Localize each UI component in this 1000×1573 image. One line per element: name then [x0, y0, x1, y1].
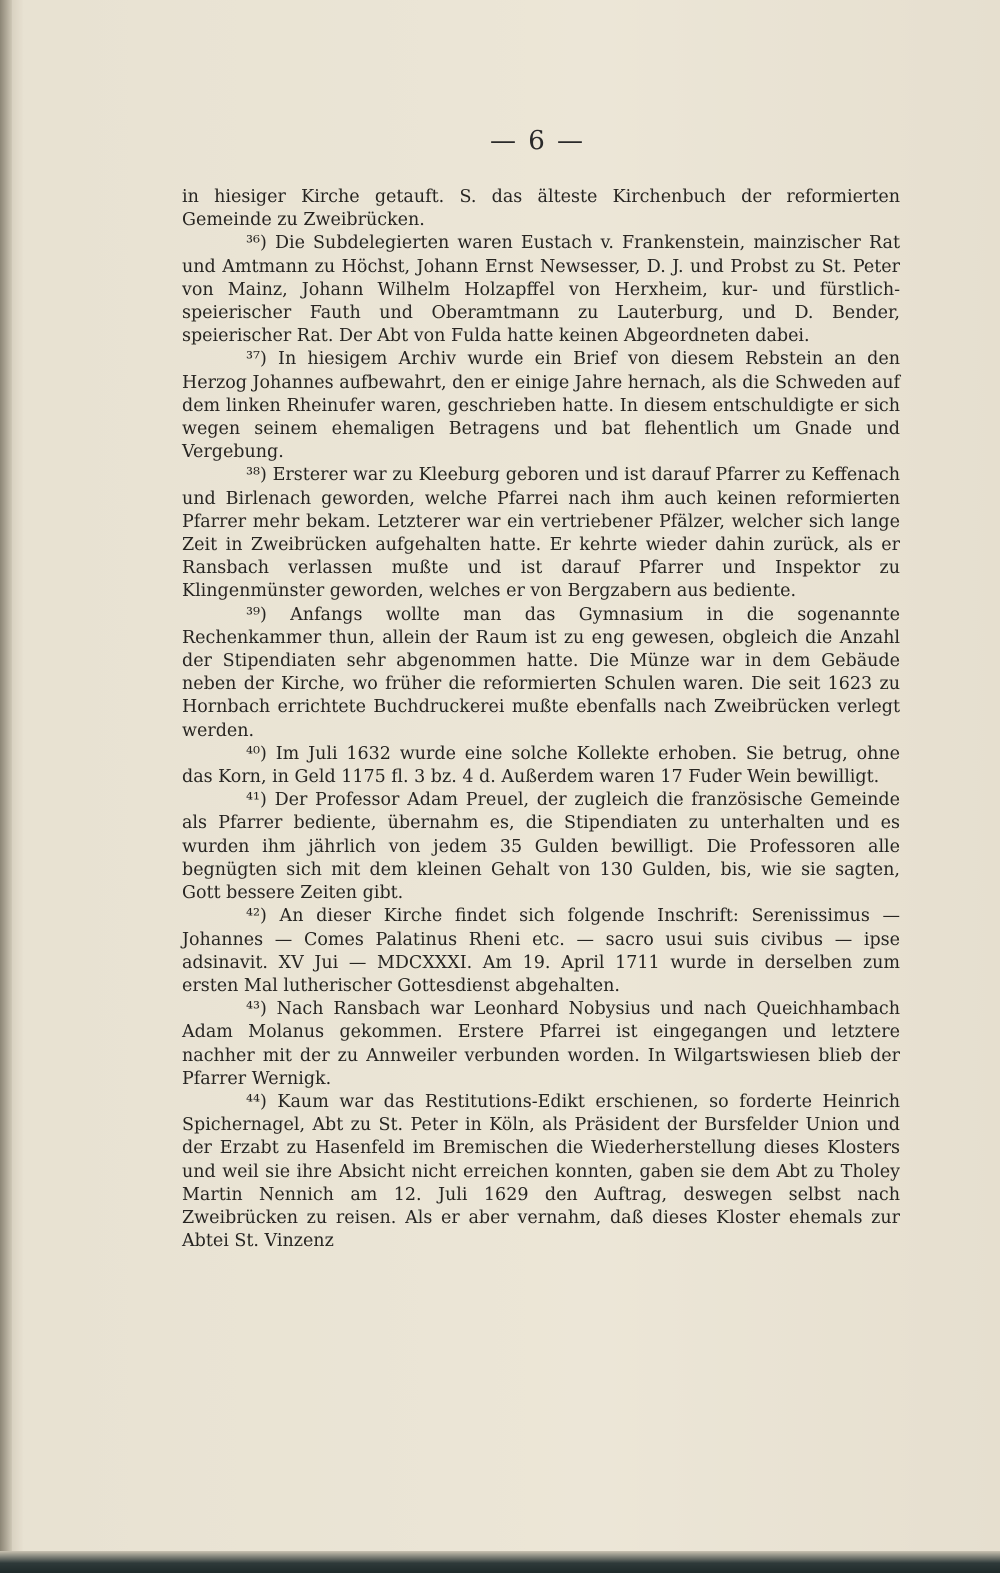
footnote-37: ³⁷) In hiesigem Archiv wurde ein Brief von diesem Rebstein an den Herzog Johannes aufbewahrt, den er einige Jahre hernach, als die Schweden auf dem linken Rheinufer waren, geschrieben hatte. In diesem entschuldigte er sich wegen seinem ehemaligen Betragens und bat flehentlich um Gnade und Vergebung.	[182, 349, 900, 463]
page-number: — 6 —	[489, 126, 586, 156]
footnote-42: ⁴²) An dieser Kirche findet sich folgende Inschrift: Serenissimus — Johannes — Comes Palatinus Rheni etc. — sacro usui suis civibus — ipse adsinavit. XV Jui — MDCXXXI. Am 19. April 1711 wurde in derselben zum ersten Mal lutherischer Gottesdienst abgehalten.	[182, 906, 900, 996]
footnotes-text-block	[182, 186, 900, 1253]
footnote-35-continuation: in hiesiger Kirche getauft. S. das älteste Kirchenbuch der reformierten Gemeinde zu Zweibrücken.	[182, 187, 900, 231]
footnote-40: ⁴⁰) Im Juli 1632 wurde eine solche Kollekte erhoben. Sie betrug, ohne das Korn, in Geld 1175 fl. 3 bz. 4 d. Außerdem waren 17 Fuder Wein bewilligt.	[182, 743, 900, 788]
footnote-38: ³⁸) Ersterer war zu Kleeburg geboren und ist darauf Pfarrer zu Keffenach und Birlenach geworden, welche Pfarrei nach ihm auch keinen reformierten Pfarrer mehr bekam. Letzterer war ein vertriebener Pfälzer, welcher sich lange Zeit in Zweibrücken aufgehalten hatte. Er kehrte wieder dahin zurück, als er Ransbach verlassen mußte und ist darauf Pfarrer und Inspektor zu Klingenmünster geworden, welches er von Bergzabern aus bediente.	[182, 465, 900, 602]
footnote-41: ⁴¹) Der Professor Adam Preuel, der zugleich die französische Gemeinde als Pfarrer bediente, übernahm es, die Stipendiaten zu unterhalten und es wurden ihm jährlich von jedem 35 Gulden bewilligt. Die Professoren alle begnügten sich mit dem kleinen Gehalt von 130 Gulden, bis, wie sie sagten, Gott bessere Zeiten gibt.	[182, 790, 900, 904]
page-bottom-edge	[0, 1551, 1000, 1573]
book-spine-shadow	[0, 0, 12, 1573]
footnote-39: ³⁹) Anfangs wollte man das Gymnasium in die sogenannte Rechenkammer thun, allein der Raum ist zu eng gewesen, obgleich die Anzahl der Stipendiaten sehr abgenommen hatte. Die Münze war in dem Gebäude neben der Kirche, wo früher die reformierten Schulen waren. Die seit 1623 zu Hornbach errichtete Buchdruckerei mußte ebenfalls nach Zweibrücken verlegt werden.	[182, 604, 900, 741]
footnote-43: ⁴³) Nach Ransbach war Leonhard Nobysius und nach Queichhambach Adam Molanus gekommen. Erstere Pfarrei ist eingegangen und letztere nachher mit der zu Annweiler verbunden worden. In Wilgartswiesen blieb der Pfarrer Wernigk.	[182, 999, 900, 1089]
footnote-36: ³⁶) Die Subdelegierten waren Eustach v. Frankenstein, mainzischer Rat und Amtmann zu Höchst, Johann Ernst Newsesser, D. J. und Probst zu St. Peter von Mainz, Johann Wilhelm Holzapffel von Herxheim, kur- und fürstlich-speierischer Fauth und Oberamtmann zu Lauterburg, und D. Bender, speierischer Rat. Der Abt von Fulda hatte keinen Abgeordneten dabei.	[182, 233, 900, 347]
footnote-44: ⁴⁴) Kaum war das Restitutions-Edikt erschienen, so forderte Heinrich Spichernagel, Abt zu St. Peter in Köln, als Präsident der Bursfelder Union und der Erzabt zu Hasenfeld im Bremischen die Wiederherstellung dieses Klosters und weil sie ihre Absicht nicht erreichen konnten, gaben sie dem Abt zu Tholey Martin Nennich am 12. Juli 1629 den Auftrag, deswegen selbst nach Zweibrücken zu reisen. Als er aber vernahm, daß dieses Kloster ehemals zur Abtei St. Vinzenz	[182, 1091, 900, 1252]
